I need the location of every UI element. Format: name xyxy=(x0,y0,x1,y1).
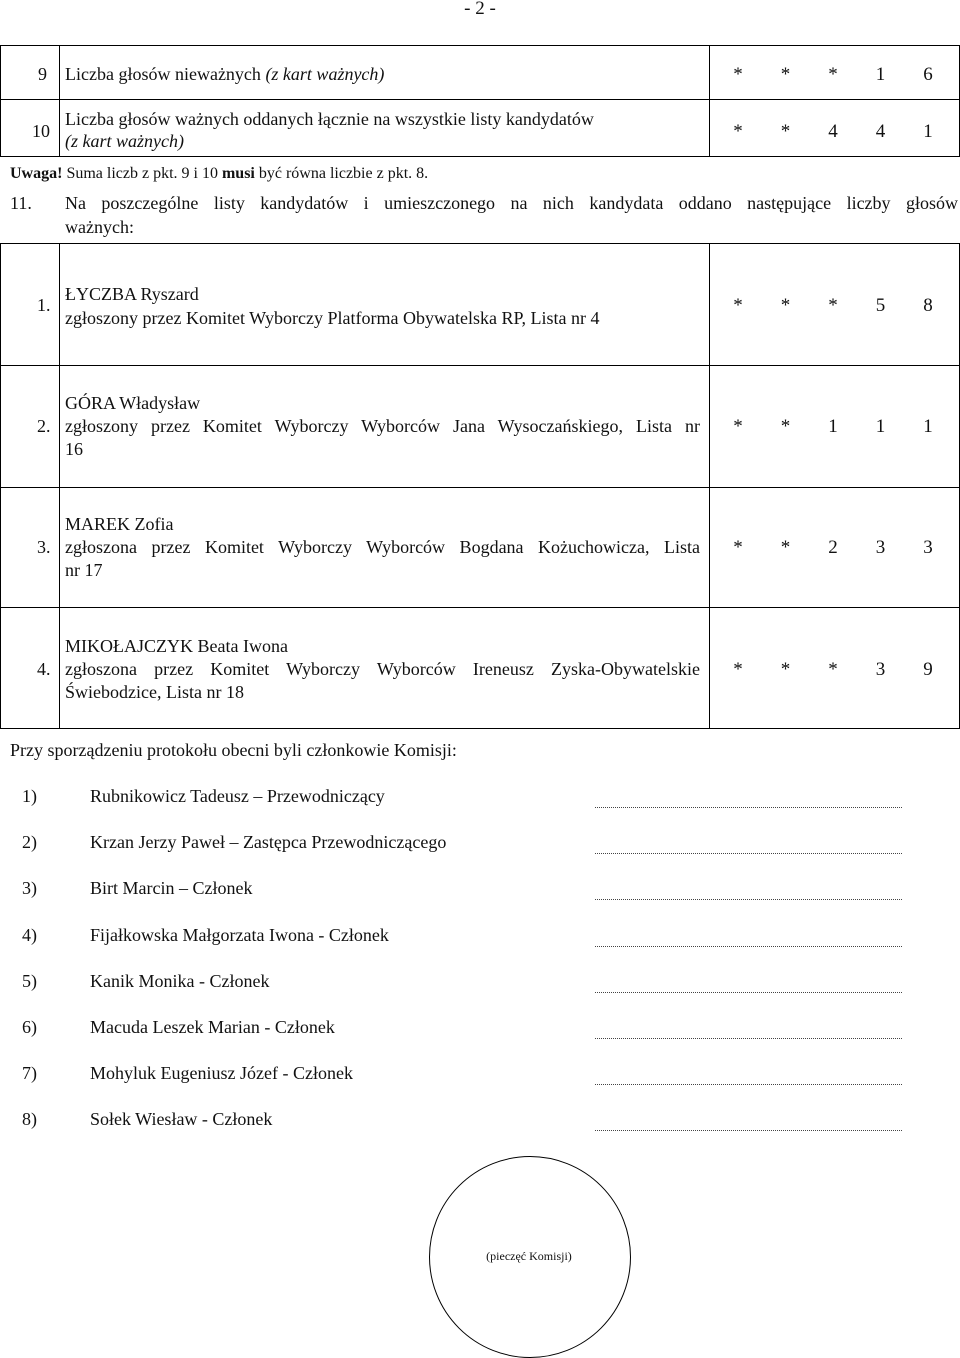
member-item: 4) Fijałkowska Małgorzata Iwona - Członek xyxy=(22,925,389,945)
candidate-committee: zgłoszony przez Komitet Wyborczy Wyborców Jana Wysoczańskiego, Lista nr xyxy=(65,416,700,436)
candidate-number: 2. xyxy=(37,416,51,436)
candidate-votes: * * * 3 9 xyxy=(733,659,933,680)
member-item: 7) Mohyluk Eugeniusz Józef - Członek xyxy=(22,1063,353,1083)
signature-line xyxy=(595,1083,902,1085)
members-header: Przy sporządzeniu protokołu obecni byli członkowie Komisji: xyxy=(10,740,457,760)
candidate-committee: zgłoszona przez Komitet Wyborczy Wyborców Bogdana Kożuchowicza, Lista xyxy=(65,537,700,557)
row-label: Liczba głosów ważnych oddanych łącznie na wszystkie listy kandydatów (z kart ważnych) xyxy=(65,109,594,151)
page-number: - 2 - xyxy=(464,0,496,19)
candidate-committee: zgłoszony przez Komitet Wyborczy Platforma Obywatelska RP, Lista nr 4 xyxy=(65,308,600,328)
member-item: 5) Kanik Monika - Członek xyxy=(22,971,270,991)
row-digits: * * * 1 6 xyxy=(733,64,933,85)
point-11-number: 11. xyxy=(10,193,32,213)
candidate-votes: * * 2 3 3 xyxy=(733,537,933,558)
signature-line xyxy=(595,991,902,993)
point-11-text: Na poszczególne listy kandydatów i umieszczonego na nich kandydata oddano następujące liczby głosów xyxy=(65,193,958,213)
candidate-number: 1. xyxy=(37,295,51,315)
candidate-name: MAREK Zofia xyxy=(65,514,174,534)
candidate-committee-cont: 16 xyxy=(65,439,83,459)
candidate-committee: zgłoszona przez Komitet Wyborczy Wyborców Ireneusz Zyska-Obywatelskie xyxy=(65,659,700,679)
candidate-number: 3. xyxy=(37,537,51,557)
member-item: 3) Birt Marcin – Członek xyxy=(22,878,253,898)
candidate-votes: * * * 5 8 xyxy=(733,295,933,316)
member-item: 2) Krzan Jerzy Paweł – Zastępca Przewodniczącego xyxy=(22,832,447,852)
signature-line xyxy=(595,898,902,900)
member-item: 6) Macuda Leszek Marian - Członek xyxy=(22,1017,335,1037)
member-item: 8) Sołek Wiesław - Członek xyxy=(22,1109,273,1129)
signature-line xyxy=(595,852,902,854)
candidate-votes: * * 1 1 1 xyxy=(733,416,933,437)
signature-line xyxy=(595,1037,902,1039)
stamp-label: (pieczęć Komisji) xyxy=(486,1249,572,1263)
candidate-name: GÓRA Władysław xyxy=(65,393,201,413)
signature-line xyxy=(595,945,902,947)
signature-line xyxy=(595,806,902,808)
row-digits: * * 4 4 1 xyxy=(733,121,933,142)
point-11-text-cont: ważnych: xyxy=(65,217,134,237)
candidate-committee-cont: Świebodzice, Lista nr 18 xyxy=(65,682,244,702)
candidate-name: ŁYCZBA Ryszard xyxy=(65,284,199,304)
signature-line xyxy=(595,1129,902,1131)
member-item: 1) Rubnikowicz Tadeusz – Przewodniczący xyxy=(22,786,385,806)
candidate-committee-cont: nr 17 xyxy=(65,560,103,580)
row-number: 9 xyxy=(38,64,47,84)
candidate-number: 4. xyxy=(37,659,51,679)
row-label: Liczba głosów nieważnych (z kart ważnych) xyxy=(65,64,385,84)
warning-note: Uwaga! Suma liczb z pkt. 9 i 10 musi być równa liczbie z pkt. 8. xyxy=(10,165,429,182)
row-number: 10 xyxy=(32,121,50,141)
candidate-name: MIKOŁAJCZYK Beata Iwona xyxy=(65,636,288,656)
